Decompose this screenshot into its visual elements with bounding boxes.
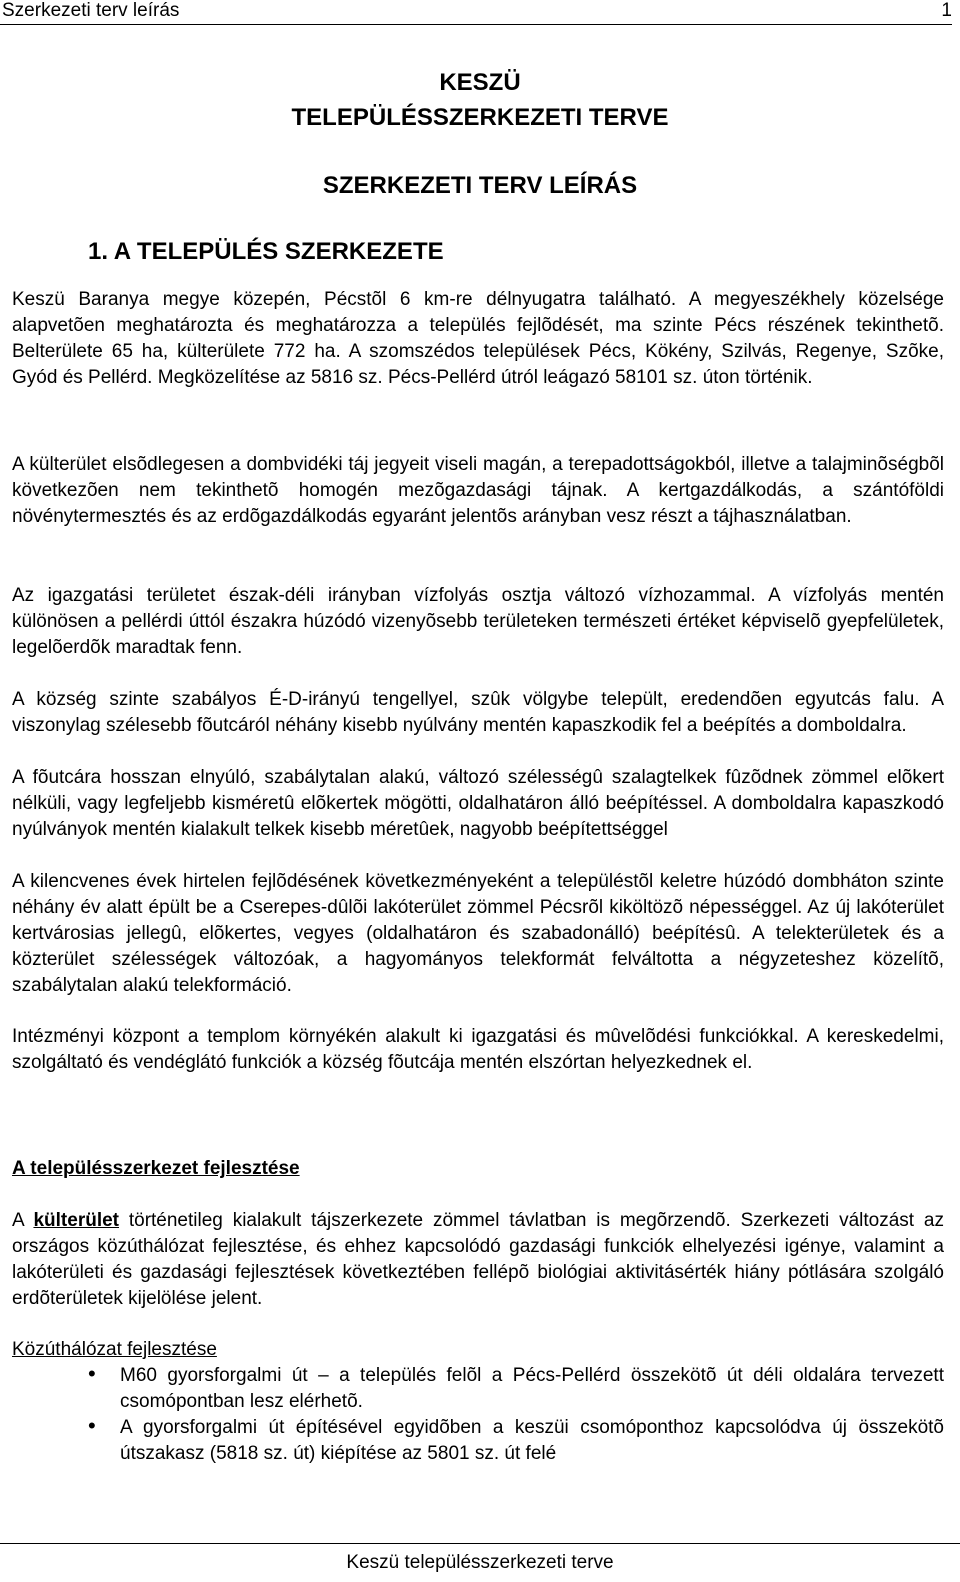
bullet-item: A gyorsforgalmi út építésével egyidõben a keszüi csomóponthoz kapcsolódva új összekötõ útszakasz (5818 sz. út) kiépítése az 5801 sz. út felé [120, 1417, 944, 1464]
paragraph: A község szinte szabályos É-D-irányú tengellyel, szûk völgybe települt, eredendõen egyutcás falu. A viszonylag szélesebb fõutcáról néhány kisebb nyúlvány mentén kapaszkodik fel a beépítés a domboldalra. [12, 689, 944, 736]
subsection-heading: Közúthálózat fejlesztése [12, 1339, 217, 1360]
section-paragraph [12, 1208, 944, 1312]
bullet-icon: • [88, 1361, 96, 1386]
page-footer: Keszü településszerkezeti terve [0, 1543, 960, 1582]
chapter-heading: 1. A TELEPÜLÉS SZERKEZETE [88, 238, 444, 265]
bullet-item: M60 gyorsforgalmi út – a település felõl a Pécs-Pellérd összekötõ út déli oldalára tervezett csomópontban lesz elérhetõ. [120, 1365, 944, 1412]
paragraph: A kilencvenes évek hirtelen fejlõdésének következményeként a településtõl keletre húzódó dombháton szinte néhány év alatt épült be a Cserepes-dûlõi lakóterület zömmel Pécsrõl kiköltözõ népességgel. Az új lakóterület kertvárosias jellegû, elõkertes, vegyes (oldalhatáron és szabadonálló) beépítésû. A telekterületek és a közterület szélességek változóak, a hagyományos telekformát felváltotta a négyzeteshez közelítõ, szabálytalan alakú telekformáció. [12, 871, 944, 996]
paragraph: Keszü Baranya megye közepén, Pécstõl 6 km-re délnyugatra található. A megyeszékhely közelsége alapvetõen meghatározta és meghatározza a település fejlõdését, ma szinte Pécs részének tekinthetõ. Belterülete 65 ha, külterülete 772 ha. A szomszédos települések Pécs, Kökény, Szilvás, Regenye, Szõke, Gyód és Pellérd. Megközelítése az 5816 sz. Pécs-Pellérd útról leágazó 58101 sz. úton történik. [12, 289, 944, 388]
page-header [0, 0, 952, 25]
paragraph: A fõutcára hosszan elnyúló, szabálytalan alakú, változó szélességû szalagtelkek fûzõdnek zömmel elõkert nélküli, vagy legfeljebb kisméretû elõkertek mögötti, oldalhatáron álló beépítéssel. A domboldalra kapaszkodó nyúlványok mentén kialakult telkek kisebb méretûek, nagyobb beépítettséggel [12, 767, 944, 840]
header-title: Szerkezeti terv leírás [2, 0, 180, 21]
section-heading: A településszerkezet fejlesztése [12, 1158, 300, 1179]
paragraph: Az igazgatási területet észak-déli irányban vízfolyás osztja változó vízhozammal. A vízfolyás mentén különösen a pellérdi úttól északra húzódó vizenyõsebb területeken természeti értéket képviselõ gyepfelületek, legelõerdõk maradtak fenn. [12, 585, 944, 658]
para-keyword: külterület [33, 1210, 119, 1231]
doc-title-line1: KESZÜ [439, 69, 521, 96]
paragraph: Intézményi központ a templom környékén alakult ki igazgatási és mûvelõdési funkciókkal. A kereskedelmi, szolgáltató és vendéglátó funkciók a község fõutcája mentén elszórtan helyezkednek el. [12, 1026, 944, 1073]
paragraph: A külterület elsõdlegesen a dombvidéki táj jegyeit viseli magán, a terepadottságokból, illetve a talajminõségbõl következõen nem tekinthetõ homogén mezõgazdasági tájnak. A kertgazdálkodás, a szántóföldi növénytermesztés és az erdõgazdálkodás egyaránt jelentõs arányban vesz részt a tájhasználatban. [12, 454, 944, 527]
doc-subtitle: SZERKEZETI TERV LEÍRÁS [322, 172, 638, 199]
bullet-icon: • [88, 1413, 96, 1438]
doc-title-line2: TELEPÜLÉSSZERKEZETI TERVE [291, 104, 669, 131]
page-number: 1 [941, 0, 952, 21]
para-prefix: A [12, 1210, 24, 1231]
para-rest: történetileg kialakult tájszerkezete zömmel távlatban is megõrzendõ. Szerkezeti változást az országos közúthálózat fejlesztése, és ehhez kapcsolódó gazdasági funkciók elhelyezési igénye, valamint a lakóterületi és gazdasági fejlesztések következtében fellépõ biológiai aktivitásérték hiány pótlására szolgáló erdõterületek kijelölése jelent. [12, 1210, 944, 1309]
